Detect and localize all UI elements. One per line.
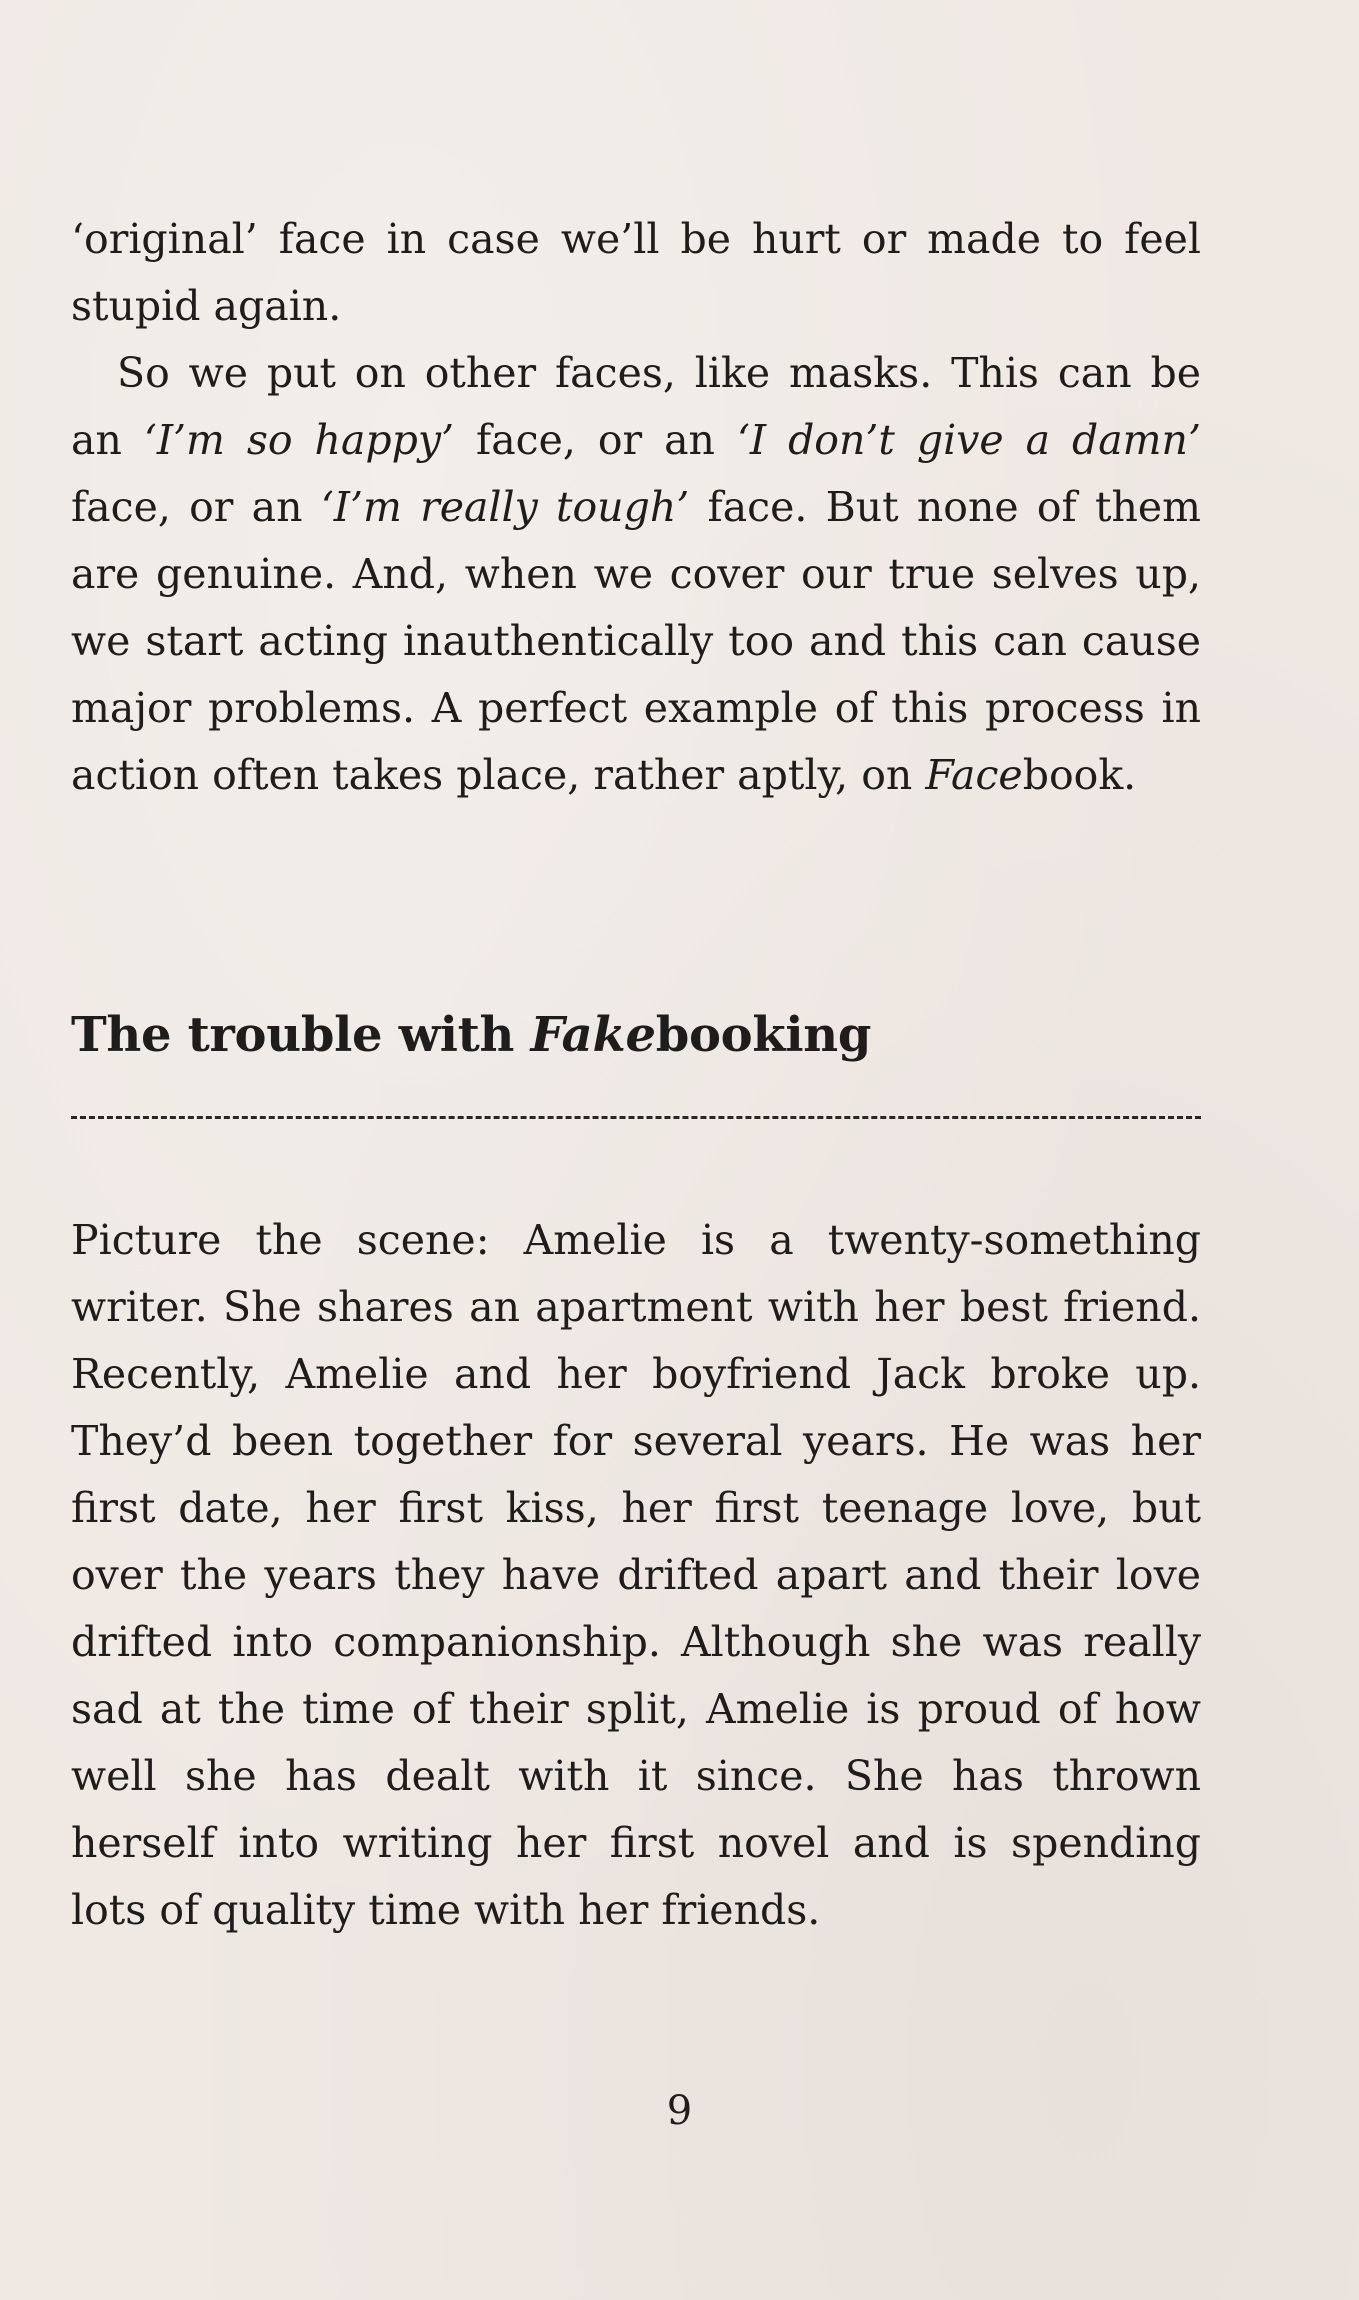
paragraph-2-italic-1: ‘I’m so happy’ bbox=[143, 416, 455, 464]
paragraph-2-text-3: face, or an bbox=[71, 483, 321, 531]
paragraph-continued bbox=[71, 206, 1201, 340]
heading-text-1: The trouble with bbox=[71, 1007, 531, 1063]
paragraph-2 bbox=[71, 340, 1201, 809]
paragraph-2-italic-3: ‘I’m really tough’ bbox=[320, 483, 690, 531]
paragraph-2-text-2: face, or an bbox=[454, 416, 737, 464]
section-heading bbox=[71, 1000, 871, 1070]
heading-text-2: booking bbox=[655, 1007, 872, 1063]
paragraph-2-italic-2: ‘I don’t give a damn’ bbox=[736, 416, 1201, 464]
heading-italic: Fake bbox=[530, 1007, 656, 1063]
paragraph-masks bbox=[71, 340, 1201, 809]
paragraph-2-text-5: book. bbox=[1022, 751, 1137, 799]
page-number: 9 bbox=[666, 2088, 693, 2134]
paragraph-2-italic-4: Face bbox=[925, 751, 1023, 799]
paragraph-2-text-1: So we put on other faces, like masks. This can be an bbox=[71, 349, 1201, 464]
paragraph-2-text-4: face. But none of them are genuine. And, when we cover our true selves up, we start acting inauthentically too and this can cause major problems. A perfect example of this process in action often takes place, rather aptly, on bbox=[71, 483, 1201, 799]
paragraph-3: Picture the scene: Amelie is a twenty-something writer. She shares an apartment with her best friend. Recently, Amelie and her boyfriend Jack broke up. They’d been together for several years. He was her first date, her first kiss, her first teenage love, but over the years they have drifted apart and their love drifted into companionship. Although she was really sad at the time of their split, Amelie is proud of how well she has dealt with it since. She has thrown herself into writing her first novel and is spending lots of quality time with her friends. bbox=[71, 1216, 1201, 1934]
dashed-divider bbox=[71, 1116, 1201, 1119]
paragraph-1: ‘original’ face in case we’ll be hurt or made to feel stupid again. bbox=[71, 215, 1201, 330]
paragraph-amelie bbox=[71, 1207, 1201, 1944]
